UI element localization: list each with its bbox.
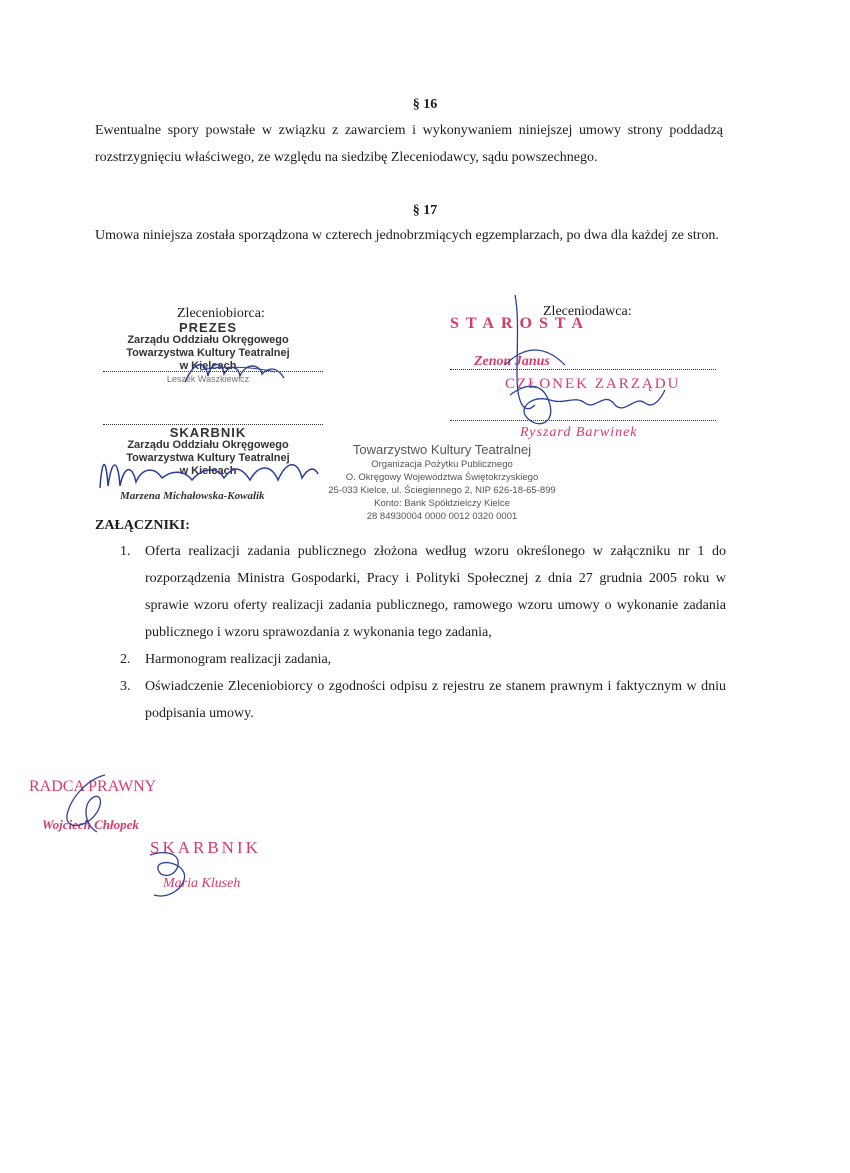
skarbnik-stamp-line4: w Kielcach	[179, 465, 237, 477]
zleceniodawca-label: Zleceniodawca:	[543, 304, 632, 319]
zleceniodawca-signature	[495, 285, 670, 445]
section-17-heading: § 17	[412, 203, 438, 218]
attachments-list	[120, 538, 726, 727]
starosta-name: Zenon Janus	[474, 354, 550, 369]
skarbnik-left-signature	[92, 448, 322, 498]
attachment-text: Oferta realizacji zadania publicznego złożona według wzoru określonego w załączniku nr 1 do rozporządzenia Ministra Gospodarki, Pracy i Polityki Społecznej z dnia 27 grudnia 2005 roku w sprawie wzoru oferty realizacji zadania publicznego, ramowego wzoru umowy o wykonanie zadania publicznego i wzoru sprawozdania z wykonania tego zadania,	[145, 544, 726, 640]
org-stamp-name: Towarzystwo Kultury Teatralnej	[352, 442, 532, 457]
attachment-item	[120, 538, 726, 646]
prezes-stamp-name: Leszek Waszkiewicz	[166, 374, 250, 384]
org-stamp-line4: 25-033 Kielce, ul. Ściegiennego 2, NIP 626-18-65-899	[328, 485, 556, 496]
prezes-stamp-line3: Towarzystwa Kultury Teatralnej	[126, 347, 290, 359]
org-stamp-line2: Organizacja Pożytku Publicznego	[371, 459, 513, 470]
attachment-text: Harmonogram realizacji zadania,	[145, 652, 332, 667]
skarbnik-bottom-signature	[140, 845, 200, 905]
attachment-item	[120, 673, 726, 727]
skarbnik-stamp-title: SKARBNIK	[169, 425, 247, 440]
zleceniobiorca-label: Zleceniobiorca:	[177, 306, 265, 321]
attachment-number: 1.	[120, 544, 131, 559]
skarbnik-bottom-stamp: SKARBNIK	[150, 838, 261, 857]
radca-prawny-signature	[55, 770, 125, 840]
prezes-stamp-line4: w Kielcach	[179, 360, 237, 372]
attachment-item	[120, 646, 726, 673]
starosta-stamp: STAROSTA	[450, 315, 590, 332]
section-16-text: Ewentualne spory powstałe w związku z zawarciem i wykonywaniem niniejszej umowy strony poddadzą rozstrzygnięciu właściwego, ze względu na siedzibę Zleceniodawcy, sądu powszechnego.	[95, 123, 723, 165]
org-stamp-line5: Konto: Bank Spółdzielczy Kielce	[374, 498, 510, 509]
prezes-stamp-line2: Zarządu Oddziału Okręgowego	[127, 334, 289, 346]
skarbnik-stamp-name: Marzena Michałowska-Kowalik	[120, 490, 265, 502]
czlonek-zarzadu-stamp: CZŁONEK ZARZĄDU	[505, 376, 681, 392]
org-stamp-line3: O. Okręgowy Województwa Świętokrzyskiego	[345, 472, 539, 483]
org-stamp-line6: 28 84930004 0000 0012 0320 0001	[366, 511, 518, 522]
czlonek-zarzadu-name: Ryszard Barwinek	[520, 425, 638, 440]
radca-prawny-stamp: RADCA PRAWNY	[29, 778, 157, 795]
prezes-stamp-title: PREZES	[178, 320, 237, 335]
attachment-text: Oświadczenie Zleceniobiorcy o zgodności odpisu z rejestru ze stanem prawnym i faktycznym w dniu podpisania umowy.	[145, 679, 726, 721]
prezes-signature	[180, 352, 290, 392]
attachment-number: 3.	[120, 679, 131, 694]
organization-stamp	[322, 442, 562, 523]
section-16-heading: § 16	[412, 97, 438, 112]
skarbnik-stamp-line3: Towarzystwa Kultury Teatralnej	[126, 452, 290, 464]
skarbnik-bottom-name: Maria Kluseh	[163, 876, 241, 891]
section-17-text: Umowa niniejsza została sporządzona w czterech jednobrzmiących egzemplarzach, po dwa dla każdej ze stron.	[95, 228, 719, 243]
attachments-title: ZAŁĄCZNIKI:	[95, 518, 190, 533]
skarbnik-stamp-line2: Zarządu Oddziału Okręgowego	[127, 439, 289, 451]
attachment-number: 2.	[120, 652, 131, 667]
radca-prawny-name: Wojciech Chłopek	[42, 817, 139, 832]
